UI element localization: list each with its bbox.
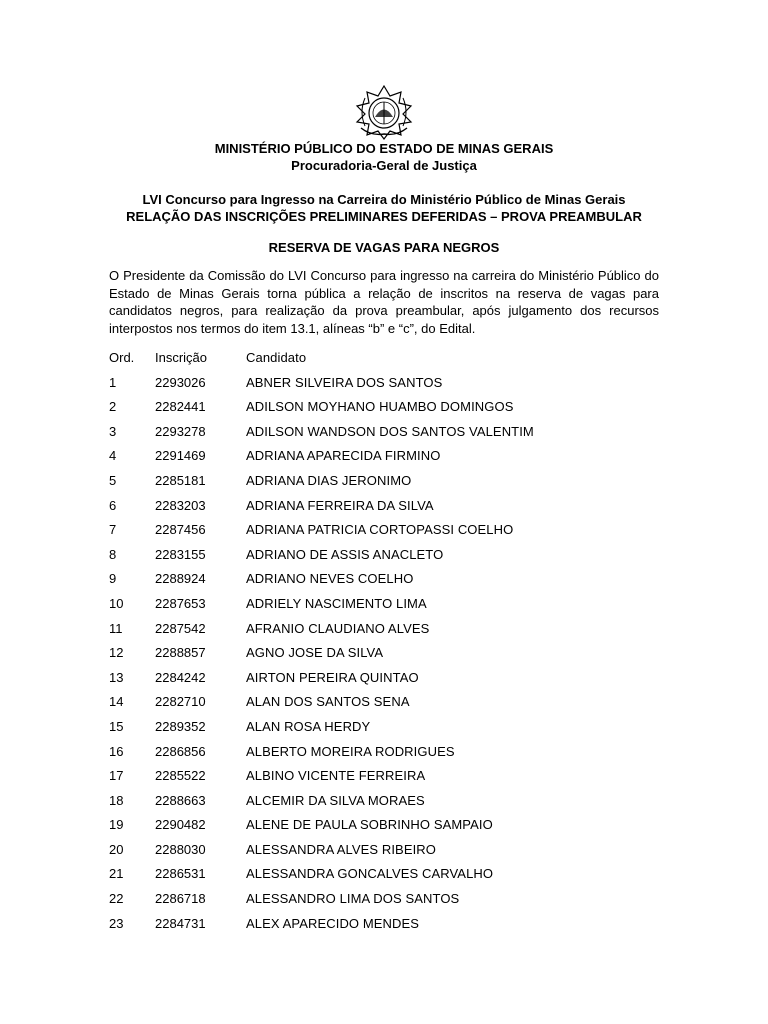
row-candidato: ALESSANDRA GONCALVES CARVALHO [246, 866, 494, 882]
row-ord: 3 [109, 423, 117, 439]
organization-name: MINISTÉRIO PÚBLICO DO ESTADO DE MINAS GERAIS [214, 141, 554, 156]
table-header-row [109, 350, 669, 375]
table-row [109, 424, 669, 449]
coat-of-arms-seal [351, 84, 417, 140]
table-row [109, 842, 669, 867]
table-row [109, 670, 669, 695]
table-row [109, 793, 669, 818]
row-ord: 13 [109, 669, 124, 685]
list-title: RELAÇÃO DAS INSCRIÇÕES PRELIMINARES DEFERIDAS – PROVA PREAMBULAR [126, 209, 642, 224]
table-row [109, 719, 669, 744]
row-candidato: ADRIANA FERREIRA DA SILVA [246, 497, 434, 513]
row-inscricao: 2288030 [155, 841, 206, 857]
row-ord: 4 [109, 448, 117, 464]
row-inscricao: 2286531 [155, 866, 206, 882]
row-inscricao: 2282441 [155, 399, 206, 415]
row-ord: 14 [109, 694, 124, 710]
row-inscricao: 2282710 [155, 694, 206, 710]
row-inscricao: 2287456 [155, 522, 206, 538]
table-row [109, 621, 669, 646]
table-row [109, 473, 669, 498]
row-inscricao: 2284731 [155, 915, 206, 931]
header-candidato: Candidato [246, 350, 307, 365]
row-inscricao: 2285181 [155, 472, 206, 488]
row-inscricao: 2285522 [155, 768, 206, 784]
row-inscricao: 2290482 [155, 817, 206, 833]
table-body [109, 375, 669, 941]
row-candidato: ADRIELY NASCIMENTO LIMA [246, 595, 427, 611]
row-ord: 1 [109, 374, 117, 390]
row-candidato: ADILSON MOYHANO HUAMBO DOMINGOS [246, 399, 514, 415]
row-candidato: ADRIANO NEVES COELHO [246, 571, 414, 587]
row-inscricao: 2288857 [155, 645, 206, 661]
row-candidato: ADILSON WANDSON DOS SANTOS VALENTIM [246, 423, 534, 439]
table-row [109, 571, 669, 596]
row-ord: 7 [109, 522, 117, 538]
row-candidato: AIRTON PEREIRA QUINTAO [246, 669, 419, 685]
table-row [109, 522, 669, 547]
row-inscricao: 2287653 [155, 595, 206, 611]
department-name: Procuradoria-Geral de Justiça [291, 158, 477, 173]
row-inscricao: 2291469 [155, 448, 206, 464]
row-inscricao: 2293026 [155, 374, 206, 390]
table-row [109, 866, 669, 891]
row-candidato: ALCEMIR DA SILVA MORAES [246, 792, 425, 808]
row-candidato: ADRIANA APARECIDA FIRMINO [246, 448, 441, 464]
row-ord: 12 [109, 645, 124, 661]
table-row [109, 916, 669, 941]
row-candidato: ALAN ROSA HERDY [246, 718, 371, 734]
row-candidato: ADRIANA PATRICIA CORTOPASSI COELHO [246, 522, 514, 538]
intro-paragraph: O Presidente da Comissão do LVI Concurso para ingresso na carreira do Ministério Público do Estado de Minas Gerais torna pública a relação de inscritos na reserva de vagas para candidatos negros, para realização da prova preambular, após julgamento dos recursos interpostos nos termos do item 13.1, alíneas “b” e “c”, do Edital. [109, 268, 659, 336]
row-inscricao: 2286718 [155, 891, 206, 907]
row-inscricao: 2286856 [155, 743, 206, 759]
table-row [109, 891, 669, 916]
row-candidato: AGNO JOSE DA SILVA [246, 645, 384, 661]
row-candidato: ADRIANO DE ASSIS ANACLETO [246, 546, 444, 562]
table-row [109, 498, 669, 523]
row-ord: 2 [109, 399, 117, 415]
row-candidato: ALESSANDRO LIMA DOS SANTOS [246, 891, 460, 907]
row-candidato: ABNER SILVEIRA DOS SANTOS [246, 374, 443, 390]
row-ord: 15 [109, 718, 124, 734]
row-candidato: AFRANIO CLAUDIANO ALVES [246, 620, 430, 636]
row-inscricao: 2283155 [155, 546, 206, 562]
row-ord: 22 [109, 891, 124, 907]
table-row [109, 448, 669, 473]
row-inscricao: 2287542 [155, 620, 206, 636]
row-candidato: ADRIANA DIAS JERONIMO [246, 472, 412, 488]
row-candidato: ALAN DOS SANTOS SENA [246, 694, 410, 710]
row-inscricao: 2293278 [155, 423, 206, 439]
row-ord: 20 [109, 841, 124, 857]
row-ord: 6 [109, 497, 117, 513]
row-ord: 23 [109, 915, 124, 931]
row-ord: 18 [109, 792, 124, 808]
row-ord: 21 [109, 866, 124, 882]
table-row [109, 768, 669, 793]
contest-title: LVI Concurso para Ingresso na Carreira do Ministério Público de Minas Gerais [142, 192, 626, 207]
table-row [109, 694, 669, 719]
row-ord: 11 [109, 620, 123, 636]
table-row [109, 375, 669, 400]
row-ord: 19 [109, 817, 124, 833]
table-row [109, 547, 669, 572]
row-inscricao: 2284242 [155, 669, 206, 685]
row-inscricao: 2283203 [155, 497, 206, 513]
row-ord: 9 [109, 571, 117, 587]
row-inscricao: 2289352 [155, 718, 206, 734]
row-candidato: ALBINO VICENTE FERREIRA [246, 768, 426, 784]
row-ord: 17 [109, 768, 124, 784]
header-inscricao: Inscrição [155, 350, 208, 365]
row-ord: 16 [109, 743, 124, 759]
row-ord: 8 [109, 546, 117, 562]
table-row [109, 645, 669, 670]
row-candidato: ALEX APARECIDO MENDES [246, 915, 420, 931]
table-row [109, 744, 669, 769]
row-candidato: ALESSANDRA ALVES RIBEIRO [246, 841, 437, 857]
table-row [109, 596, 669, 621]
row-inscricao: 2288663 [155, 792, 206, 808]
row-inscricao: 2288924 [155, 571, 206, 587]
row-ord: 10 [109, 595, 124, 611]
table-row [109, 817, 669, 842]
table-row [109, 399, 669, 424]
row-candidato: ALBERTO MOREIRA RODRIGUES [246, 743, 455, 759]
section-title: RESERVA DE VAGAS PARA NEGROS [268, 240, 500, 255]
candidates-table [109, 350, 669, 940]
row-candidato: ALENE DE PAULA SOBRINHO SAMPAIO [246, 817, 493, 833]
header-ord: Ord. [109, 350, 135, 365]
row-ord: 5 [109, 472, 117, 488]
